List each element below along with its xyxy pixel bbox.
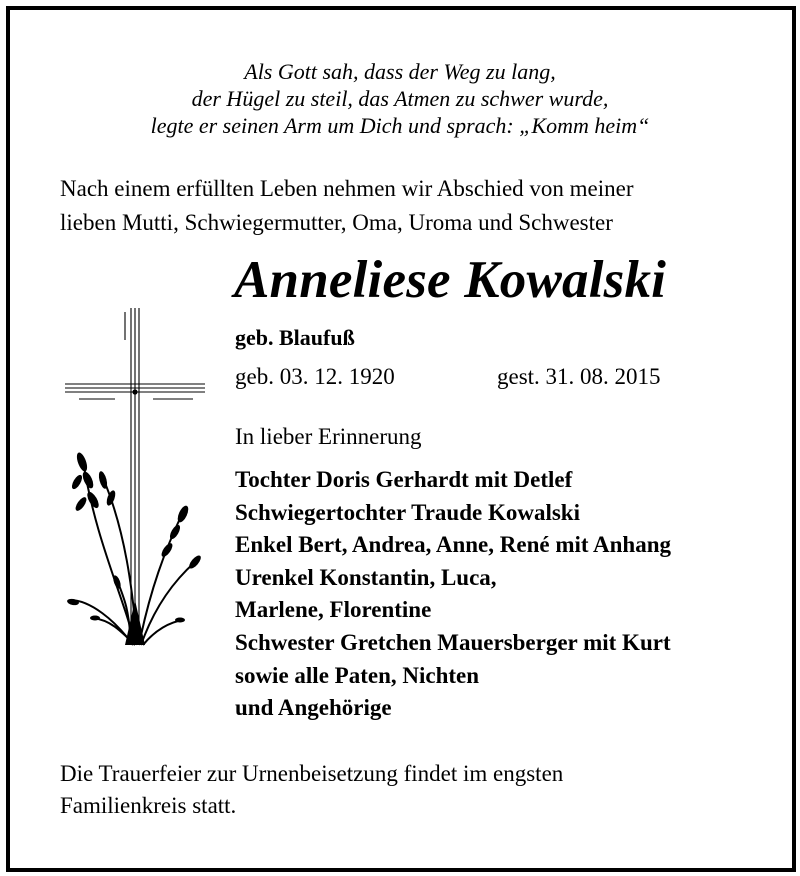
poem — [0, 58, 800, 139]
birth-date: geb. 03. 12. 1920 — [235, 364, 395, 389]
mourner-line: Urenkel Konstantin, Luca, — [235, 564, 497, 590]
mourner-line: Schwiegertochter Traude Kowalski — [235, 499, 580, 525]
poem-line: der Hügel zu steil, das Atmen zu schwer wurde, — [191, 86, 609, 111]
funeral-line: Die Trauerfeier zur Urnenbeisetzung findet im engsten — [60, 761, 564, 786]
intro-line: Nach einem erfüllten Leben nehmen wir Abschied von meiner — [60, 176, 634, 201]
mourner-line: sowie alle Paten, Nichten — [235, 662, 480, 688]
maiden-name: geb. Blaufuß — [235, 325, 355, 350]
poem-line: legte er seinen Arm um Dich und sprach: „Komm heim“ — [150, 113, 650, 138]
mourner-line: und Angehörige — [235, 695, 392, 721]
mourner-line: Schwester Gretchen Mauersberger mit Kurt — [235, 629, 671, 655]
memory-label: In lieber Erinnerung — [235, 424, 422, 449]
mourner-line: Marlene, Florentine — [235, 597, 432, 623]
deceased-name: Anneliese Kowalski — [234, 251, 667, 309]
intro-text — [60, 172, 634, 240]
mourners-list — [235, 464, 671, 725]
mourner-line: Tochter Doris Gerhardt mit Detlef — [235, 467, 573, 492]
funeral-line: Familienkreis statt. — [60, 793, 237, 818]
death-date: gest. 31. 08. 2015 — [497, 364, 661, 389]
funeral-note — [60, 758, 563, 822]
poem-line: Als Gott sah, dass der Weg zu lang, — [244, 59, 556, 84]
cross-with-grass-icon — [55, 300, 215, 660]
mourner-line: Enkel Bert, Andrea, Anne, René mit Anhang — [235, 532, 671, 558]
intro-line: lieben Mutti, Schwiegermutter, Oma, Uroma und Schwester — [60, 210, 613, 235]
